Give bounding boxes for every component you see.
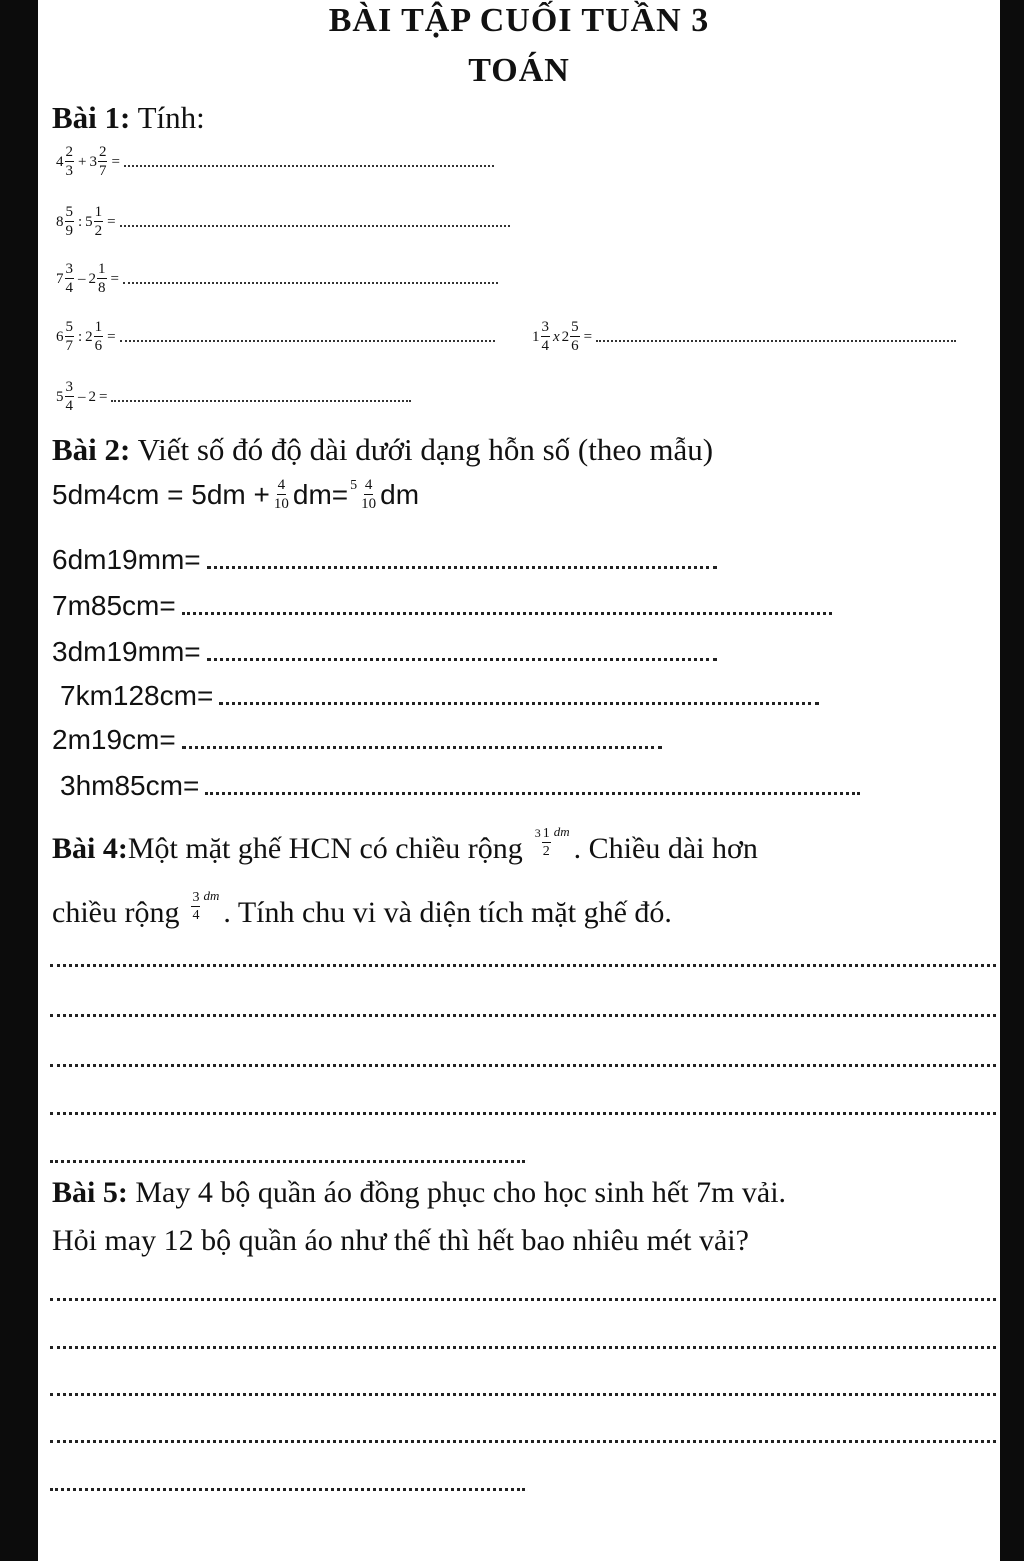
- whole: 2: [85, 328, 93, 345]
- answer-line[interactable]: [205, 778, 860, 795]
- whole: 5: [56, 388, 64, 405]
- bai4-answer-line-3[interactable]: [50, 1064, 996, 1067]
- answer-line[interactable]: [182, 598, 832, 615]
- whole: 1: [532, 328, 540, 345]
- answer-line[interactable]: [182, 732, 662, 749]
- bai2-row-4: [60, 680, 819, 712]
- answer-line[interactable]: [123, 274, 498, 284]
- bai2-row-6: [60, 770, 860, 802]
- equals-sign: =: [111, 153, 120, 170]
- bai5-answer-line-4[interactable]: [50, 1440, 996, 1443]
- bai2-heading: [52, 432, 713, 468]
- equals-sign: =: [99, 388, 108, 405]
- bai4-answer-line-1[interactable]: [50, 964, 996, 967]
- equals-sign: =: [583, 328, 593, 345]
- bai4-text-3: chiều rộng: [52, 896, 180, 929]
- width-unit: dm: [553, 824, 570, 839]
- fraction: $\frac{3}{4}$: [65, 261, 73, 296]
- bai1-item-6: [56, 380, 411, 414]
- bai2-label: Bài 2:: [52, 432, 131, 467]
- whole: 8: [56, 213, 64, 230]
- answer-line[interactable]: [111, 392, 411, 402]
- subject-title: TOÁN: [468, 52, 570, 89]
- bai1-item-3: [56, 262, 498, 296]
- bai2-row-2: [52, 590, 832, 622]
- fraction: $\frac{3}{4}$: [65, 379, 73, 414]
- fraction: $\frac{1}{6}$: [94, 319, 103, 354]
- bai2-example: [52, 478, 419, 512]
- example-unit: dm: [380, 479, 420, 510]
- bai4-line-2: [52, 888, 672, 930]
- fraction: $\frac{1}{8}$: [98, 261, 106, 296]
- diff-unit: dm: [203, 888, 220, 903]
- fraction: $\frac{1}{2}$: [94, 204, 103, 239]
- right-border: [1000, 0, 1024, 1561]
- fraction: $\frac{2}{3}$: [65, 144, 73, 179]
- whole: 7: [56, 270, 64, 287]
- bai5-label: Bài 5:: [52, 1176, 128, 1209]
- bai1-item-5: [532, 320, 956, 354]
- example-mid: dm=: [292, 479, 349, 510]
- answer-line[interactable]: [124, 157, 494, 167]
- operator: –: [78, 270, 86, 287]
- operator: +: [78, 153, 87, 170]
- operator: :: [78, 328, 83, 345]
- bai4-text-4: . Tính chu vi và diện tích mặt ghế đó.: [223, 896, 672, 929]
- whole: 3: [89, 153, 97, 170]
- equals-sign: =: [110, 270, 119, 287]
- bai4-line-1: [52, 824, 758, 866]
- operator: x: [553, 328, 560, 345]
- fraction: $\frac{5}{6}$: [571, 319, 579, 354]
- bai5-text-2: Hỏi may 12 bộ quần áo như thế thì hết bao nhiêu mét vải?: [52, 1224, 749, 1257]
- whole: 2: [88, 270, 96, 287]
- answer-line[interactable]: [120, 217, 510, 227]
- bai2-text: Viết số đó độ dài dưới dạng hỗn số (theo mẫu): [130, 432, 714, 467]
- bai5-answer-line-5[interactable]: [50, 1488, 525, 1491]
- bai2-row-3: [52, 636, 717, 668]
- row-label: 2m19cm=: [52, 724, 176, 755]
- whole: 4: [56, 153, 64, 170]
- example-fraction: $\frac{4}{10}$: [273, 477, 289, 512]
- fraction: $\frac{3}{4}$: [541, 319, 549, 354]
- bai5-answer-line-3[interactable]: [50, 1393, 996, 1396]
- whole: 5: [85, 213, 93, 230]
- bai4-label: Bài 4:: [52, 832, 128, 865]
- bai1-text: Tính:: [130, 100, 205, 135]
- answer-line[interactable]: [207, 552, 717, 569]
- bai1-heading: [52, 100, 205, 136]
- bai4-answer-line-2[interactable]: [50, 1014, 996, 1017]
- left-border: [0, 0, 38, 1561]
- operator: :: [78, 213, 83, 230]
- whole: 2: [561, 328, 570, 345]
- bai5-answer-line-2[interactable]: [50, 1346, 996, 1349]
- bai4-answer-line-4[interactable]: [50, 1112, 996, 1115]
- operator: –: [78, 388, 86, 405]
- example-fraction-2: $\frac{4}{10}$: [361, 477, 377, 512]
- width-fraction: $\frac{1}{2}$: [542, 826, 550, 859]
- example-whole: 5: [350, 478, 358, 493]
- bai2-row-5: [52, 724, 662, 756]
- bai4-text-1: Một mặt ghế HCN có chiều rộng: [127, 832, 523, 865]
- bai1-label: Bài 1:: [52, 100, 131, 135]
- row-label: 3dm19mm=: [52, 636, 201, 667]
- bai5-text-1: May 4 bộ quần áo đồng phục cho học sinh hết 7m vải.: [127, 1176, 787, 1209]
- answer-line[interactable]: [207, 644, 717, 661]
- fraction: $\frac{5}{9}$: [65, 204, 73, 239]
- answer-line[interactable]: [120, 332, 495, 342]
- equals-sign: =: [107, 328, 116, 345]
- diff-fraction: $\frac{3}{4}$: [192, 890, 200, 923]
- bai4-answer-line-5[interactable]: [50, 1160, 525, 1163]
- answer-line[interactable]: [219, 688, 819, 705]
- worksheet-title: BÀI TẬP CUỐI TUẦN 3: [328, 2, 710, 39]
- bai5-answer-line-1[interactable]: [50, 1298, 996, 1301]
- bai5-line-1: [52, 1176, 786, 1210]
- bai1-item-2: [56, 205, 510, 239]
- row-label: 3hm85cm=: [60, 770, 200, 801]
- equals-sign: =: [107, 213, 116, 230]
- whole: 2: [88, 388, 96, 405]
- bai5-line-2: [52, 1224, 749, 1258]
- fraction: $\frac{5}{7}$: [65, 319, 73, 354]
- row-label: 7m85cm=: [52, 590, 176, 621]
- bai4-text-2: . Chiều dài hơn: [573, 832, 758, 865]
- row-label: 6dm19mm=: [52, 544, 201, 575]
- fraction: $\frac{2}{7}$: [98, 144, 107, 179]
- bai1-item-4: [56, 320, 495, 354]
- width-whole: 3: [534, 826, 541, 840]
- bai2-row-1: [52, 544, 717, 576]
- row-label: 7km128cm=: [60, 680, 214, 711]
- bai1-item-1: [56, 145, 494, 179]
- example-left: 5dm4cm = 5dm +: [52, 479, 270, 510]
- whole: 6: [56, 328, 64, 345]
- answer-line[interactable]: [596, 332, 956, 342]
- worksheet: [38, 0, 1000, 1561]
